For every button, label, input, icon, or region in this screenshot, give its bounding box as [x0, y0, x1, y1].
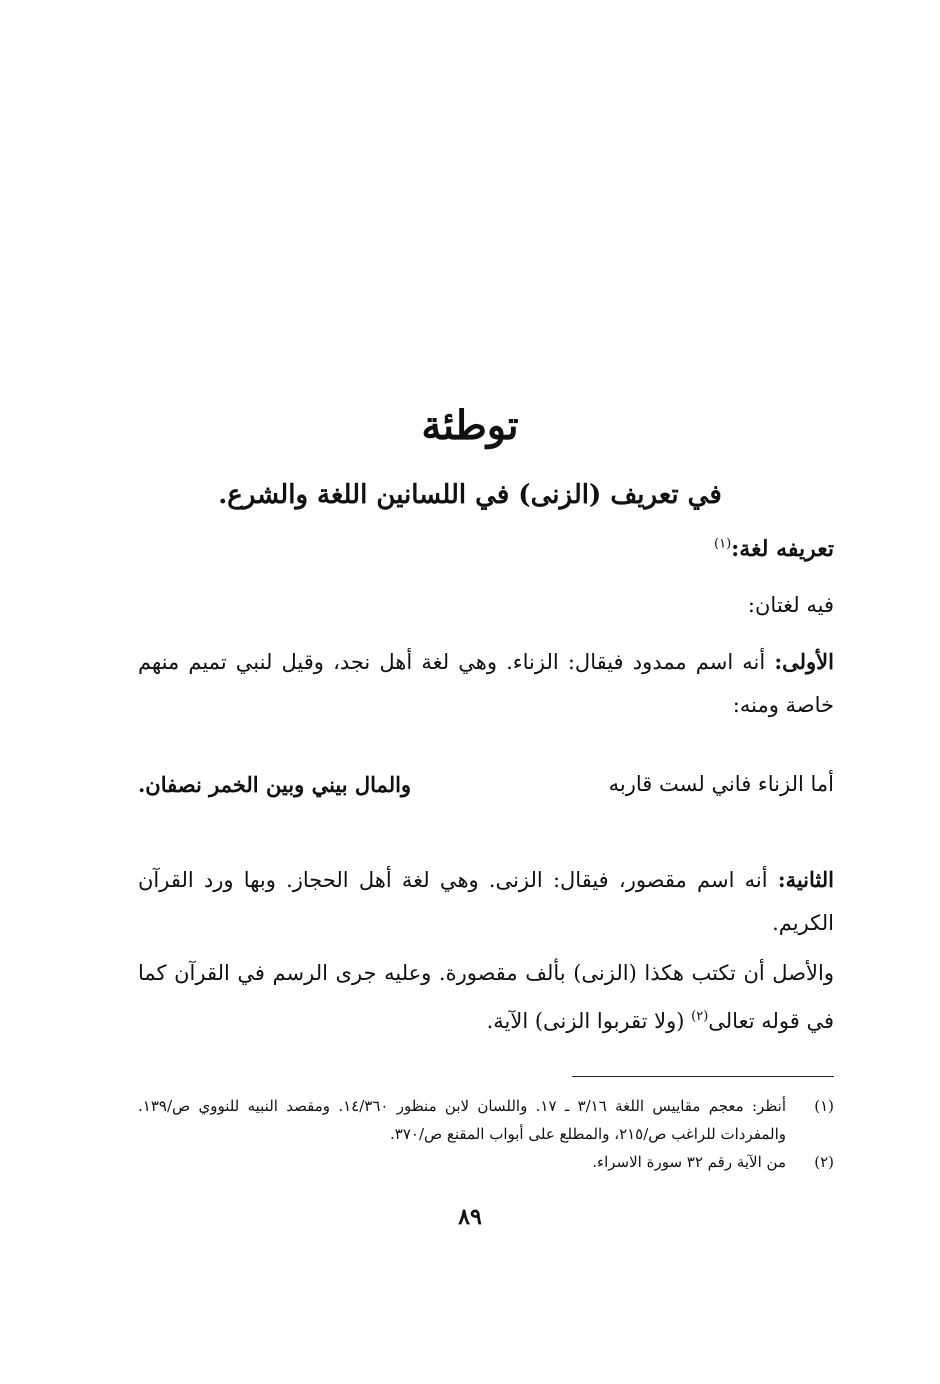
paragraph-text-first: أنه اسم ممدود فيقال: الزناء. وهي لغة أهل نجد، وقيل لنبي تميم منهم خاصة ومنه: — [138, 650, 834, 717]
chapter-subtitle: في تعريف (الزنى) في اللسانين اللغة والشرع. — [218, 480, 722, 510]
footnotes — [138, 1092, 834, 1176]
poem-hemistich-second: والمال بيني وبين الخمر نصفان. — [138, 772, 412, 797]
intro-line: فيه لغتان: — [747, 593, 834, 617]
footnote-mark: (١) — [814, 1097, 834, 1115]
footnote-ref-2[interactable]: (٢) — [691, 1009, 709, 1024]
footnote-mark: (٢) — [814, 1153, 834, 1171]
poem-hemistich-first: أما الزناء فاني لست قاربه — [608, 772, 834, 796]
footnote-text: أنظر: معجم مقاييس اللغة ٣/١٦ ـ ١٧. واللسان لابن منظور ١٤/٣٦٠. ومقصد النبيه للنووي ص/١٣٩. والمفردات للراغب ص/٢١٥، والمطلع على أبواب المقنع ص/٣٧٠. — [138, 1097, 786, 1143]
paragraph-second-dialect — [138, 858, 834, 945]
paragraph-text-spelling-before: والأصل أن تكتب هكذا (الزنى) بألف مقصورة. وعليه جرى الرسم في القرآن كما في قوله تعالى — [138, 961, 834, 1033]
footnote-item — [138, 1148, 834, 1176]
page-number: ٨٩ — [458, 1204, 482, 1230]
section-heading-text: تعريفه لغة: — [731, 536, 834, 562]
paragraph-text-second: أنه اسم مقصور، فيقال: الزنى. وهي لغة أهل الحجاز. وبها ورد القرآن الكريم. — [138, 868, 834, 935]
paragraph-lead-first: الأولى: — [774, 649, 834, 674]
footnote-item — [138, 1092, 834, 1148]
paragraph-text-spelling-after: (ولا تقربوا الزنى) الآية. — [486, 1009, 685, 1033]
footnote-ref-1[interactable]: (١) — [714, 536, 732, 552]
poem-verse — [138, 772, 834, 812]
paragraph-first-dialect — [138, 640, 834, 727]
paragraph-lead-second: الثانية: — [777, 867, 834, 892]
footnote-divider — [572, 1076, 834, 1077]
footnote-text: من الآية رقم ٣٢ سورة الاسراء. — [592, 1153, 786, 1171]
paragraph-spelling — [138, 952, 834, 1043]
chapter-title: توطئة — [421, 402, 519, 449]
section-heading — [714, 536, 834, 562]
